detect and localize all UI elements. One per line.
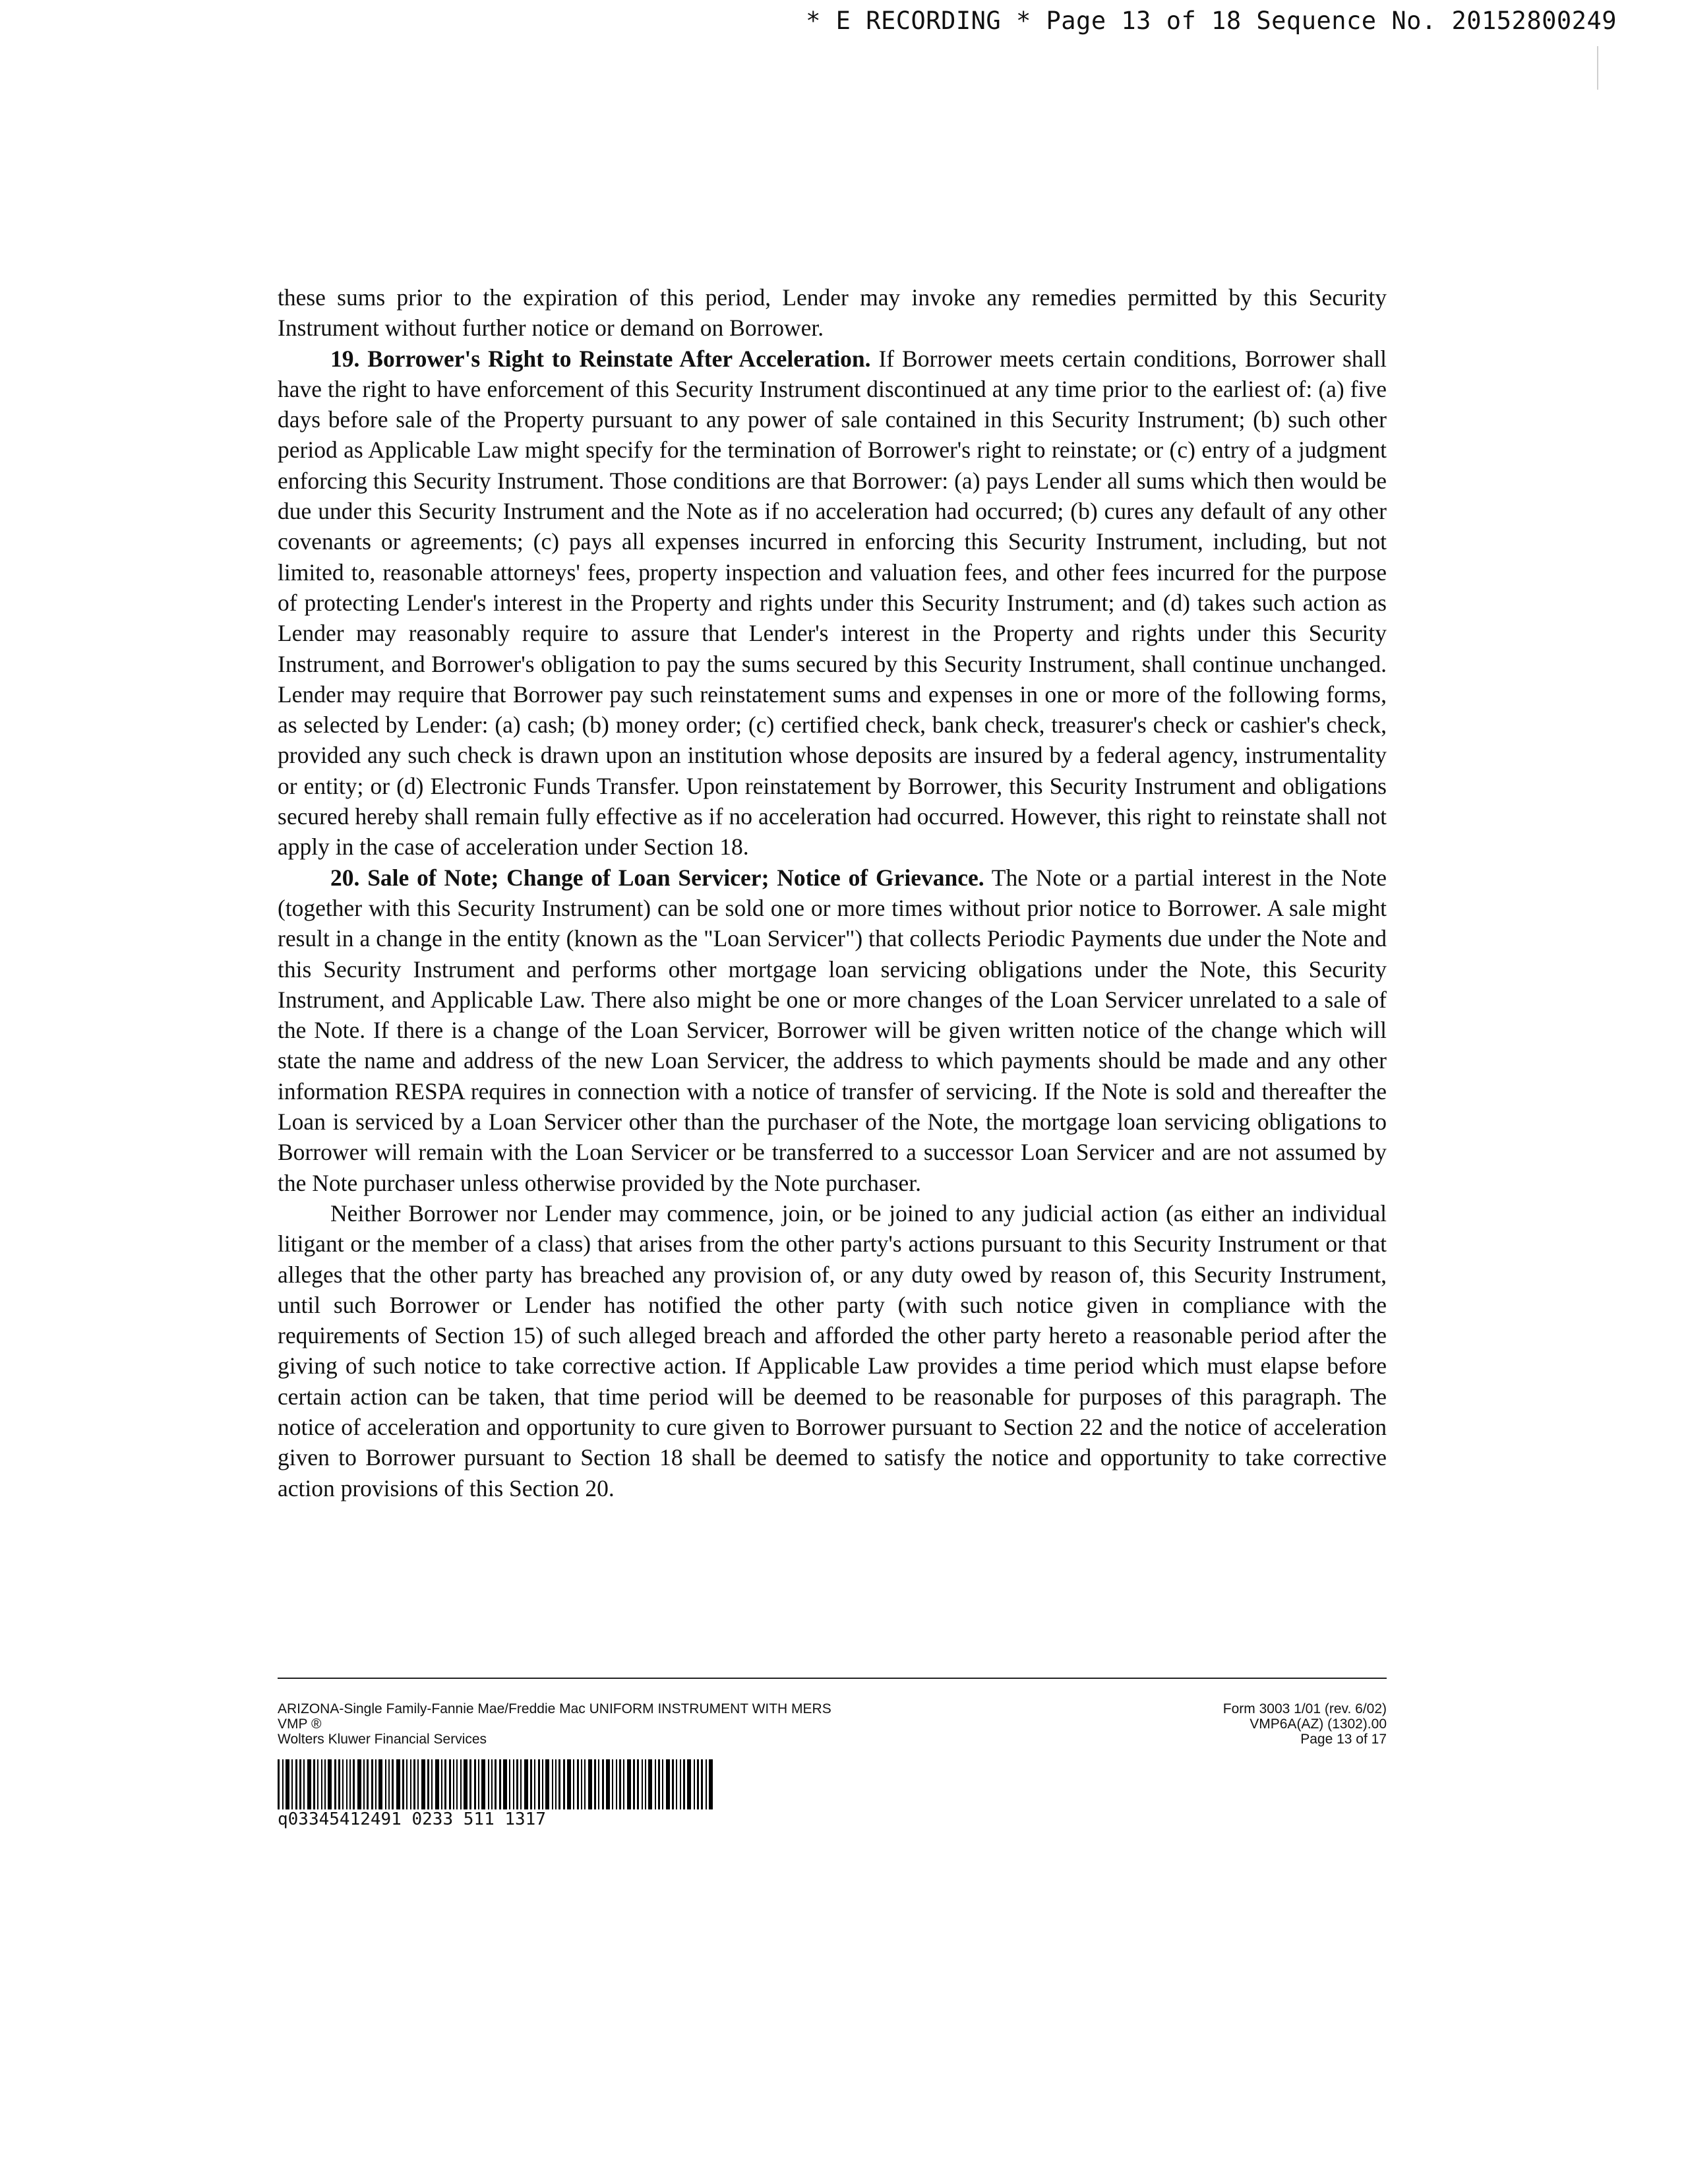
barcode-bar	[645, 1759, 646, 1809]
barcode-bar	[581, 1759, 582, 1809]
barcode-bar	[594, 1759, 596, 1809]
barcode-bar	[375, 1759, 377, 1809]
barcode-bar	[616, 1759, 617, 1809]
barcode-bar	[555, 1759, 557, 1809]
barcode-bar	[474, 1759, 476, 1809]
barcode-bar	[402, 1759, 404, 1809]
barcode-bar	[503, 1759, 507, 1809]
barcode-bar	[342, 1759, 344, 1809]
barcode-bar	[520, 1759, 522, 1809]
barcode-bar	[392, 1759, 394, 1809]
barcode-bar	[291, 1759, 293, 1809]
barcode-bar	[464, 1759, 467, 1809]
barcode-bar	[577, 1759, 579, 1809]
barcode-bar	[328, 1759, 332, 1809]
barcode-bar	[573, 1759, 574, 1809]
barcode-bar	[680, 1759, 681, 1809]
document-body	[278, 282, 1387, 1503]
barcode-bar	[495, 1759, 497, 1809]
barcode-bar	[303, 1759, 305, 1809]
barcode-bar	[545, 1759, 549, 1809]
barcode-bar	[431, 1759, 433, 1809]
barcode-bar	[388, 1759, 390, 1809]
barcode-bar	[444, 1759, 446, 1809]
form-number: Form 3003 1/01 (rev. 6/02)	[1222, 1701, 1387, 1716]
barcode-bar	[623, 1759, 624, 1809]
section-19-text: If Borrower meets certain conditions, Borrower shall have the right to have enforcement of this Security Instrument discontinued at any time prior to the earliest of: (a) five days before sale of the Property pursuant to any power of sale contained in this Security Instrument; (b) such other period as Applicable Law might specify for the termination of Borrower's right to reinstate; or (c) entry of a judgment enforcing this Security Instrument. Those conditions are that Borrower: (a) pays Lender all sums which then would be due under this Security Instrument and the Note as if no acceleration had occurred; (b) cures any default of any other covenants or agreements; (c) pays all expenses incurred in enforcing this Security Instrument, including, but not limited to, reasonable attorneys' fees, property inspection and valuation fees, and other fees incurred for the purpose of protecting Lender's interest in the Property and rights under this Security Instrument; and (d) takes such action as Lender may reasonably require to assure that Lender's interest in the Property and rights under this Security Instrument, and Borrower's obligation to pay the sums secured by this Security Instrument, shall continue unchanged. Lender may require that Borrower pay such reinstatement sums and expenses in one or more of the following forms, as selected by Lender: (a) cash; (b) money order; (c) certified check, bank check, treasurer's check or cashier's check, provided any such check is drawn upon an institution whose deposits are insured by a federal agency, instrumentality or entity; or (d) Electronic Funds Transfer. Upon reinstatement by Borrower, this Security Instrument and obligations secured hereby shall remain fully effective as if no acceleration had occurred. However, this right to reinstate shall not apply in the case of acceleration under Section 18.	[278, 345, 1387, 861]
barcode-bar	[396, 1759, 400, 1809]
barcode-bar	[410, 1759, 411, 1809]
barcode-bar	[538, 1759, 540, 1809]
recording-header: * E RECORDING * Page 13 of 18 Sequence No. 20152800249	[806, 7, 1617, 35]
barcode-bar	[317, 1759, 318, 1809]
barcode-bar	[552, 1759, 553, 1809]
form-title: ARIZONA-Single Family-Fannie Mae/Freddie Mac UNIFORM INSTRUMENT WITH MERS	[278, 1701, 831, 1716]
barcode-bar	[488, 1759, 489, 1809]
barcode-bar	[676, 1759, 677, 1809]
vmp-mark: VMP ®	[278, 1716, 322, 1732]
barcode-bar	[427, 1759, 429, 1809]
barcode-bar	[282, 1759, 284, 1809]
barcode-bar	[530, 1759, 532, 1809]
barcode-bar	[435, 1759, 439, 1809]
barcode-number: q03345412491 0233 511 1317	[278, 1809, 546, 1829]
barcode-bar	[278, 1759, 280, 1809]
barcode-bar	[697, 1759, 699, 1809]
barcode-bar	[567, 1759, 571, 1809]
barcode-bar	[706, 1759, 707, 1809]
barcode-bar	[491, 1759, 493, 1809]
barcode-bar	[469, 1759, 471, 1809]
barcode-bar	[357, 1759, 361, 1809]
barcode-bar	[371, 1759, 373, 1809]
barcode-bar	[524, 1759, 528, 1809]
barcode-bar	[542, 1759, 543, 1809]
barcode-bar	[349, 1759, 351, 1809]
barcode-bar	[385, 1759, 386, 1809]
section-20-text: The Note or a partial interest in the Note (together with this Security Instrument) can be sold one or more times without prior notice to Borrower. A sale might result in a change in the entity (known as the "Loan Servicer") that collects Periodic Payments due under the Note and this Security Instrument and performs other mortgage loan servicing obligations under the Note, this Security Instrument, and Applicable Law. There also might be one or more changes of the Loan Servicer unrelated to a sale of the Note. If there is a change of the Loan Servicer, Borrower will be given written notice of the change which will state the name and address of the new Loan Servicer, the address to which payments should be made and any other information RESPA requires in connection with a notice of transfer of servicing. If the Note is sold and thereafter the Loan is serviced by a Loan Servicer other than the purchaser of the Note, the mortgage loan servicing obligations to Borrower will remain with the Loan Servicer or be transferred to a successor Loan Servicer and are not assumed by the Note purchaser unless otherwise provided by the Note purchaser.	[278, 864, 1387, 1196]
form-code: VMP6A(AZ) (1302).00	[1250, 1716, 1387, 1732]
barcode-bar	[563, 1759, 565, 1809]
scan-edge-mark	[1597, 46, 1598, 90]
barcode-bar	[321, 1759, 322, 1809]
barcode-bar	[441, 1759, 442, 1809]
publisher: Wolters Kluwer Financial Services	[278, 1732, 487, 1747]
barcode-bar	[516, 1759, 518, 1809]
page-number: Page 13 of 17	[1300, 1732, 1387, 1747]
barcode-bar	[687, 1759, 691, 1809]
barcode-bar	[307, 1759, 311, 1809]
barcode-bar	[558, 1759, 560, 1809]
barcode-bar	[666, 1759, 670, 1809]
barcode-bar	[648, 1759, 652, 1809]
barcode-bar	[324, 1759, 326, 1809]
section-19	[278, 344, 1387, 863]
section-19-heading: 19. Borrower's Right to Reinstate After Acceleration.	[330, 345, 871, 372]
barcode-bar	[612, 1759, 613, 1809]
barcode-bar	[672, 1759, 674, 1809]
barcode-bar	[453, 1759, 454, 1809]
barcode-bar	[584, 1759, 586, 1809]
barcode-bar	[588, 1759, 592, 1809]
barcode-bar	[683, 1759, 685, 1809]
barcode-bar	[642, 1759, 643, 1809]
barcode-bar	[367, 1759, 369, 1809]
barcode-bar	[655, 1759, 656, 1809]
barcode-bar	[598, 1759, 599, 1809]
barcode-bar	[338, 1759, 340, 1809]
barcode-bar	[421, 1759, 425, 1809]
barcode-bar	[534, 1759, 535, 1809]
barcode-bar	[509, 1759, 510, 1809]
paragraph-continuation	[278, 282, 1387, 344]
barcode-bar	[460, 1759, 462, 1809]
footer-divider	[278, 1678, 1387, 1679]
barcode-bar	[499, 1759, 501, 1809]
barcode-bar	[619, 1759, 621, 1809]
barcode-bar	[606, 1759, 610, 1809]
footer-right	[1223, 1701, 1387, 1747]
barcode-bar	[378, 1759, 382, 1809]
barcode-bar	[406, 1759, 407, 1809]
barcode-bar	[633, 1759, 635, 1809]
barcode-bar	[709, 1759, 713, 1809]
barcode-bar	[481, 1759, 485, 1809]
barcode-bar	[694, 1759, 695, 1809]
barcode-bar	[456, 1759, 458, 1809]
barcode	[278, 1759, 715, 1809]
barcode-bar	[627, 1759, 631, 1809]
barcode-bar	[299, 1759, 301, 1809]
barcode-bar	[662, 1759, 663, 1809]
barcode-bar	[363, 1759, 365, 1809]
barcode-bar	[353, 1759, 355, 1809]
barcode-bar	[313, 1759, 315, 1809]
paragraph-grievance	[278, 1198, 1387, 1503]
barcode-bar	[286, 1759, 289, 1809]
barcode-bar	[701, 1759, 703, 1809]
barcode-bar	[602, 1759, 604, 1809]
section-20-heading: 20. Sale of Note; Change of Loan Servicer; Notice of Grievance.	[330, 864, 984, 891]
barcode-bar	[413, 1759, 415, 1809]
barcode-bar	[334, 1759, 336, 1809]
section-20	[278, 863, 1387, 1198]
paragraph-text: these sums prior to the expiration of this period, Lender may invoke any remedies permitted by this Security Instrument without further notice or demand on Borrower.	[278, 284, 1387, 342]
barcode-bar	[417, 1759, 419, 1809]
barcode-bar	[637, 1759, 639, 1809]
barcode-bar	[513, 1759, 514, 1809]
barcode-bar	[346, 1759, 347, 1809]
footer-left	[278, 1701, 831, 1747]
barcode-bar	[449, 1759, 451, 1809]
paragraph-text: Neither Borrower nor Lender may commence, join, or be joined to any judicial action (as either an individual litigant or the member of a class) that arises from the other party's actions pursuant to this Security Instrument or that alleges that the other party has breached any provision of, or any duty owed by reason of, this Security Instrument, until such Borrower or Lender has notified the other party (with such notice given in compliance with the requirements of Section 15) of such alleged breach and afforded the other party hereto a reasonable period after the giving of such notice to take corrective action. If Applicable Law provides a time period which must elapse before certain action can be taken, that time period will be deemed to be reasonable for purposes of this paragraph. The notice of acceleration and opportunity to cure given to Borrower pursuant to Section 22 and the notice of acceleration given to Borrower pursuant to Section 18 shall be deemed to satisfy the notice and opportunity to take corrective action provisions of this Section 20.	[278, 1199, 1387, 1502]
barcode-bar	[295, 1759, 297, 1809]
barcode-bar	[658, 1759, 660, 1809]
barcode-bar	[478, 1759, 479, 1809]
